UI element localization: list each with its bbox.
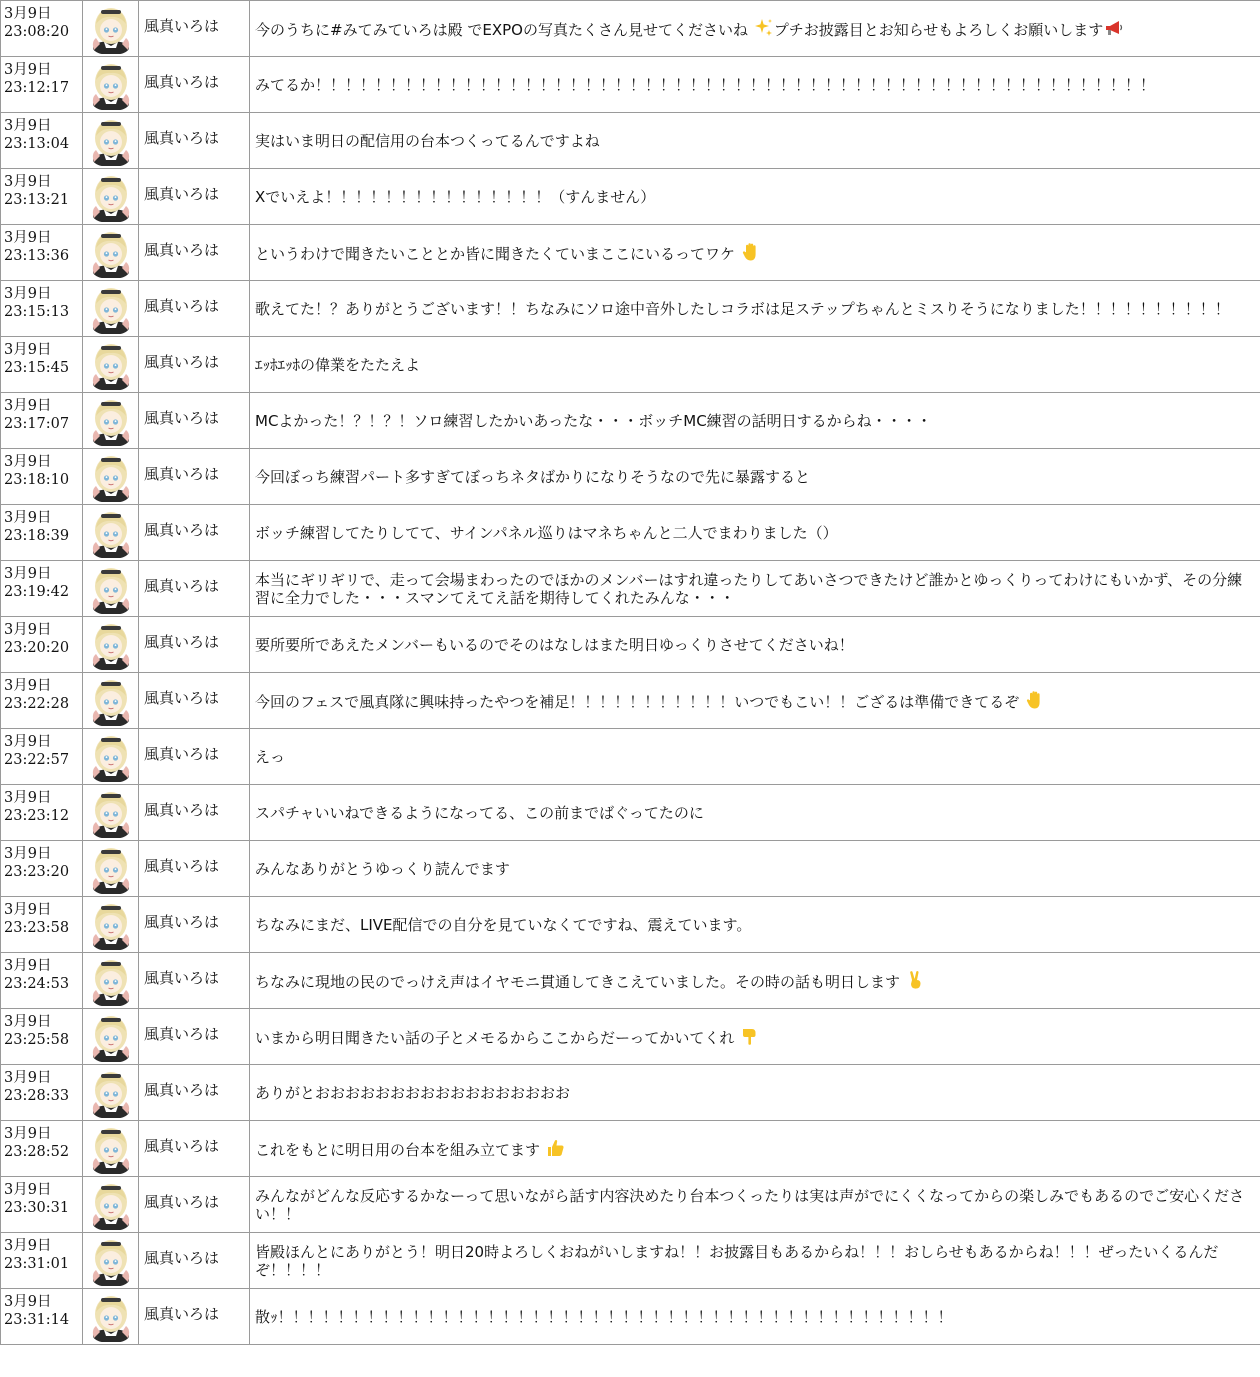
message-text-continued: プチお披露目とお知らせもよろしくお願いします [773,21,1104,39]
message-text: これをもとに明日用の台本を組み立てます [255,1141,541,1159]
message-cell [250,169,1260,225]
message-text: みんながどんな反応するかなーって思いながら話す内容決めたり台本つくったりは実は声がでにくくなってからの楽しみでもあるのでご安心ください！！ [255,1186,1245,1223]
chat-log-body [1,1,1260,1345]
username-cell [139,169,250,225]
username: 風真いろは [144,73,220,91]
table-row [1,1121,1260,1177]
username: 風真いろは [144,969,220,987]
table-row [1,1177,1260,1233]
avatar [88,620,134,670]
avatar [88,1180,134,1230]
date-text: 3月9日 [4,678,52,694]
username: 風真いろは [144,689,220,707]
username: 風真いろは [144,353,220,371]
avatar-cell [83,281,139,337]
message-text: というわけで聞きたいこととか皆に聞きたくていまここにいるってワケ [255,245,736,263]
message-text: ｴｯﾎｴｯﾎの偉業をたたえよ [255,355,421,374]
message-cell [250,113,1260,169]
time-text: 23:23:12 [4,808,70,824]
table-row [1,729,1260,785]
timestamp-cell [1,281,83,337]
table-row [1,1065,1260,1121]
username-cell [139,505,250,561]
timestamp-cell [1,561,83,617]
username: 風真いろは [144,857,220,875]
timestamp-cell [1,1,83,57]
date-text: 3月9日 [4,846,52,862]
date-text: 3月9日 [4,174,52,190]
table-row [1,897,1260,953]
username: 風真いろは [144,1025,220,1043]
table-row [1,505,1260,561]
time-text: 23:23:20 [4,864,70,880]
avatar-cell [83,785,139,841]
avatar [88,172,134,222]
avatar-cell [83,1121,139,1177]
username: 風真いろは [144,577,220,595]
time-text: 23:22:57 [4,752,70,768]
timestamp-cell [1,337,83,393]
table-row [1,1233,1260,1289]
date-text: 3月9日 [4,342,52,358]
avatar-cell [83,673,139,729]
time-text: 23:23:58 [4,920,70,936]
table-row [1,393,1260,449]
avatar [88,60,134,110]
time-text: 23:24:53 [4,976,70,992]
timestamp-cell [1,57,83,113]
timestamp-cell [1,785,83,841]
message-text: 歌えてた！？ありがとうございます！！ちなみにソロ途中音外したしコラボは足ステップちゃんとミスりそうになりました！！！！！！！！！！ [255,299,1230,318]
avatar-cell [83,729,139,785]
time-text: 23:30:31 [4,1200,70,1216]
avatar [88,676,134,726]
message-text: スパチャいいねできるようになってる、この前までばぐってたのに [255,803,704,822]
time-text: 23:20:20 [4,640,70,656]
username-cell [139,1009,250,1065]
username: 風真いろは [144,1193,220,1211]
table-row [1,561,1260,617]
username-cell [139,449,250,505]
avatar [88,4,134,54]
table-row [1,1289,1260,1345]
timestamp-cell [1,225,83,281]
avatar-cell [83,225,139,281]
date-text: 3月9日 [4,566,52,582]
time-text: 23:28:52 [4,1144,70,1160]
avatar-cell [83,1065,139,1121]
message-text: えっ [255,747,286,766]
avatar [88,1292,134,1342]
sparkles-icon [754,18,774,38]
username-cell [139,561,250,617]
username-cell [139,617,250,673]
table-row [1,449,1260,505]
username-cell [139,953,250,1009]
avatar [88,564,134,614]
table-row [1,57,1260,113]
message-cell [250,1009,1260,1065]
message-cell [250,337,1260,393]
message-text: みてるか！！！！！！！！！！！！！！！！！！！！！！！！！！！！！！！！！！！！！！！！！！！！！！！！！！！！！！！！ [255,75,1156,94]
timestamp-cell [1,505,83,561]
pointing-down-icon [740,1026,760,1046]
avatar-cell [83,617,139,673]
raised-hand-icon [1025,690,1045,710]
username-cell [139,1121,250,1177]
username-cell [139,841,250,897]
message-cell [250,1065,1260,1121]
username: 風真いろは [144,17,220,35]
message-cell [250,393,1260,449]
table-row [1,337,1260,393]
table-row [1,281,1260,337]
time-text: 23:28:33 [4,1088,70,1104]
message-text: 実はいま明日の配信用の台本つくってるんですよね [255,131,600,150]
timestamp-cell [1,169,83,225]
date-text: 3月9日 [4,1182,52,1198]
avatar [88,508,134,558]
message-cell [250,561,1260,617]
time-text: 23:17:07 [4,416,70,432]
avatar [88,396,134,446]
timestamp-cell [1,1009,83,1065]
victory-hand-icon [906,970,926,990]
username: 風真いろは [144,1081,220,1099]
username: 風真いろは [144,1137,220,1155]
message-cell [250,281,1260,337]
avatar [88,1124,134,1174]
message-cell [250,449,1260,505]
username-cell [139,785,250,841]
avatar [88,1068,134,1118]
username-cell [139,281,250,337]
date-text: 3月9日 [4,1126,52,1142]
avatar-cell [83,1009,139,1065]
time-text: 23:19:42 [4,584,70,600]
table-row [1,953,1260,1009]
username-cell [139,1233,250,1289]
time-text: 23:13:21 [4,192,70,208]
timestamp-cell [1,953,83,1009]
raised-hand-icon [741,242,761,262]
username: 風真いろは [144,521,220,539]
username: 風真いろは [144,297,220,315]
message-text: ちなみにまだ、LIVE配信での自分を見ていなくてですね、震えています。 [255,915,752,934]
date-text: 3月9日 [4,1238,52,1254]
message-cell [250,673,1260,729]
time-text: 23:31:14 [4,1312,70,1328]
avatar-cell [83,57,139,113]
message-cell [250,953,1260,1009]
date-text: 3月9日 [4,734,52,750]
thumbs-up-icon [546,1138,566,1158]
message-cell [250,1121,1260,1177]
username-cell [139,897,250,953]
timestamp-cell [1,393,83,449]
avatar [88,732,134,782]
date-text: 3月9日 [4,118,52,134]
message-cell [250,1177,1260,1233]
username: 風真いろは [144,409,220,427]
avatar-cell [83,897,139,953]
date-text: 3月9日 [4,1070,52,1086]
avatar-cell [83,393,139,449]
time-text: 23:15:13 [4,304,70,320]
date-text: 3月9日 [4,1014,52,1030]
message-text: MCよかった！？！？！ソロ練習したかいあったな・・・ボッチMC練習の話明日するからね・・・・ [255,411,932,430]
table-row [1,1009,1260,1065]
username: 風真いろは [144,633,220,651]
table-row [1,841,1260,897]
timestamp-cell [1,113,83,169]
date-text: 3月9日 [4,230,52,246]
timestamp-cell [1,729,83,785]
date-text: 3月9日 [4,958,52,974]
timestamp-cell [1,617,83,673]
username: 風真いろは [144,913,220,931]
time-text: 23:25:58 [4,1032,70,1048]
avatar-cell [83,561,139,617]
timestamp-cell [1,1065,83,1121]
username-cell [139,113,250,169]
time-text: 23:31:01 [4,1256,70,1272]
username: 風真いろは [144,129,220,147]
timestamp-cell [1,841,83,897]
table-row [1,673,1260,729]
avatar-cell [83,953,139,1009]
time-text: 23:22:28 [4,696,70,712]
date-text: 3月9日 [4,1294,52,1310]
avatar [88,284,134,334]
date-text: 3月9日 [4,902,52,918]
message-text: Xでいえよ！！！！！！！！！！！！！！！（すんません） [255,187,656,206]
time-text: 23:13:36 [4,248,70,264]
avatar [88,900,134,950]
date-text: 3月9日 [4,398,52,414]
avatar [88,340,134,390]
table-row [1,225,1260,281]
date-text: 3月9日 [4,622,52,638]
username: 風真いろは [144,1305,220,1323]
time-text: 23:08:20 [4,24,70,40]
message-text: 本当にギリギリで、走って会場まわったのでほかのメンバーはすれ違ったりしてあいさつできたけど誰かとゆっくりってわけにもいかず、その分練習に全力でした・・・スマンてえてえ話を期待してくれたみんな・・・ [255,570,1243,607]
table-row [1,785,1260,841]
avatar-cell [83,1177,139,1233]
message-cell [250,57,1260,113]
time-text: 23:18:10 [4,472,70,488]
message-text: 今回ぼっち練習パート多すぎてぼっちネタばかりになりそうなので先に暴露すると [255,467,811,486]
avatar-cell [83,169,139,225]
avatar [88,228,134,278]
username-cell [139,337,250,393]
message-text: みんなありがとうゆっくり読んでます [255,859,510,878]
username-cell [139,1065,250,1121]
avatar [88,1012,134,1062]
megaphone-icon [1104,18,1124,38]
avatar-cell [83,1233,139,1289]
username: 風真いろは [144,801,220,819]
message-text: 今回のフェスで風真隊に興味持ったやつを補足！！！！！！！！！！！いつでもこい！！ござるは準備できてるぞ [255,693,1020,711]
message-cell [250,729,1260,785]
table-row [1,617,1260,673]
message-cell [250,1233,1260,1289]
username-cell [139,1,250,57]
message-cell [250,505,1260,561]
message-cell [250,1,1260,57]
message-cell [250,897,1260,953]
message-cell [250,617,1260,673]
avatar-cell [83,1289,139,1345]
username: 風真いろは [144,241,220,259]
username-cell [139,1177,250,1233]
date-text: 3月9日 [4,454,52,470]
message-text: いまから明日聞きたい話の子とメモるからここからだーってかいてくれ [255,1029,735,1047]
avatar [88,844,134,894]
username-cell [139,729,250,785]
avatar-cell [83,449,139,505]
time-text: 23:12:17 [4,80,70,96]
timestamp-cell [1,1121,83,1177]
time-text: 23:18:39 [4,528,70,544]
timestamp-cell [1,1289,83,1345]
date-text: 3月9日 [4,510,52,526]
date-text: 3月9日 [4,62,52,78]
timestamp-cell [1,897,83,953]
avatar [88,788,134,838]
message-text: 散ｯ！！！！！！！！！！！！！！！！！！！！！！！！！！！！！！！！！！！！！！！！！！！！！ [255,1307,953,1326]
avatar [88,956,134,1006]
timestamp-cell [1,1233,83,1289]
table-row [1,169,1260,225]
date-text: 3月9日 [4,6,52,22]
avatar [88,116,134,166]
username-cell [139,673,250,729]
username-cell [139,225,250,281]
message-text: 皆殿ほんとにありがとう！明日20時よろしくおねがいしますね！！お披露目もあるからね！！！おしらせもあるからね！！！ぜったいくるんだぞ！！！！ [255,1242,1219,1279]
username-cell [139,57,250,113]
time-text: 23:13:04 [4,136,70,152]
message-cell [250,785,1260,841]
message-text: 要所要所であえたメンバーもいるのでそのはなしはまた明日ゆっくりさせてくださいね！ [255,635,854,654]
username: 風真いろは [144,1249,220,1267]
message-text: ちなみに現地の民のでっけえ声はイヤモニ貫通してきこえていました。その時の話も明日します [255,973,901,991]
username: 風真いろは [144,745,220,763]
timestamp-cell [1,673,83,729]
avatar-cell [83,505,139,561]
time-text: 23:15:45 [4,360,70,376]
timestamp-cell [1,1177,83,1233]
avatar-cell [83,337,139,393]
table-row [1,113,1260,169]
username-cell [139,393,250,449]
date-text: 3月9日 [4,790,52,806]
username: 風真いろは [144,185,220,203]
timestamp-cell [1,449,83,505]
username: 風真いろは [144,465,220,483]
message-cell [250,225,1260,281]
username-cell [139,1289,250,1345]
message-cell [250,841,1260,897]
table-row [1,1,1260,57]
avatar [88,1236,134,1286]
avatar-cell [83,113,139,169]
avatar-cell [83,1,139,57]
message-text: ありがとおおおおおおおおおおおおおおおおお [255,1083,571,1102]
date-text: 3月9日 [4,286,52,302]
message-text: ボッチ練習してたりしてて、サインパネル巡りはマネちゃんと二人でまわりました（） [255,523,838,542]
message-cell [250,1289,1260,1345]
avatar-cell [83,841,139,897]
avatar [88,452,134,502]
message-text: 今のうちに#みてみていろは殿 でEXPOの写真たくさん見せてくださいね [255,21,748,39]
